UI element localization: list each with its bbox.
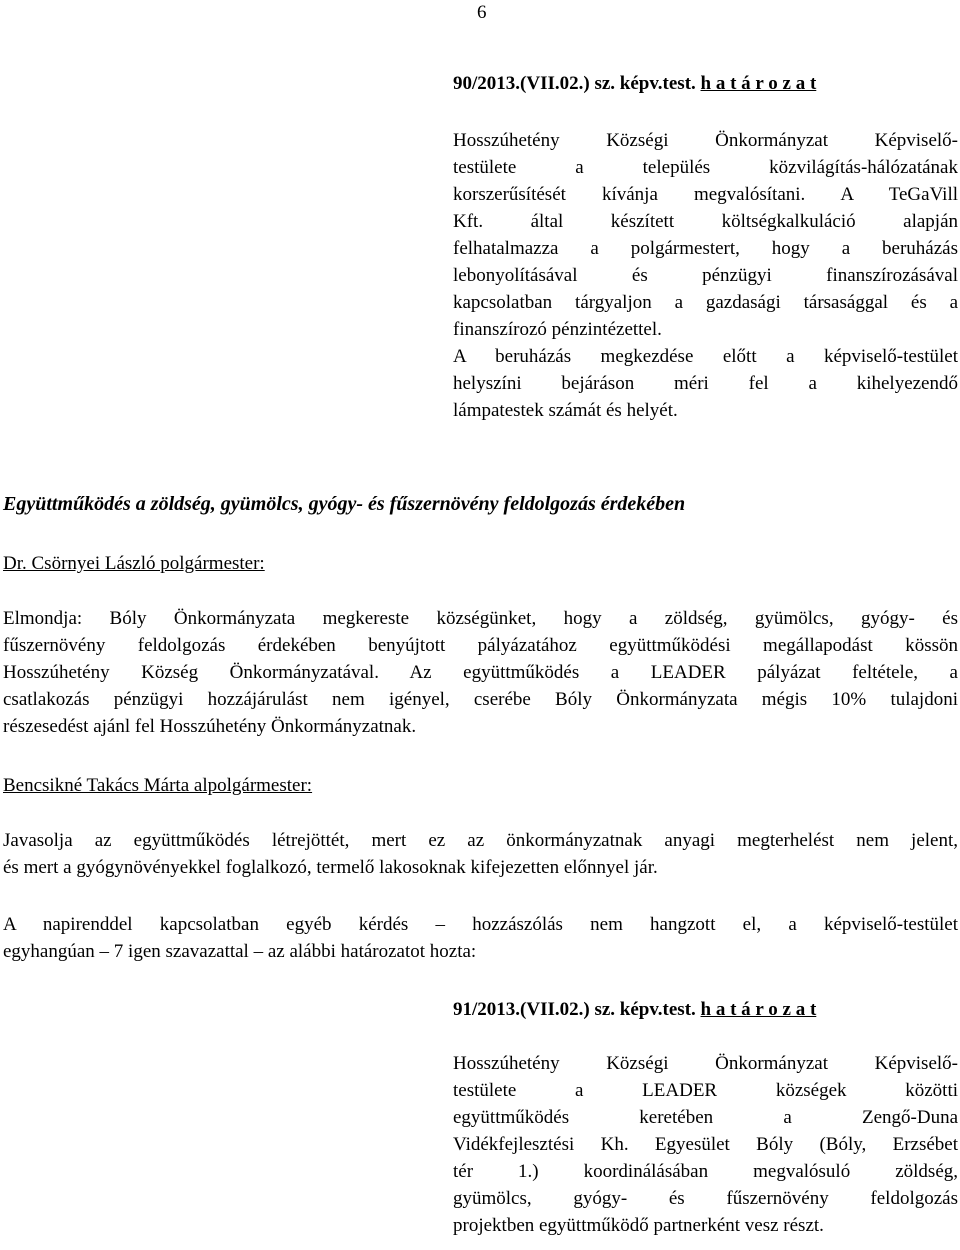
speaker-2-text: [3, 827, 958, 881]
speaker-1-name: Dr. Csörnyei László polgármester:: [3, 553, 265, 574]
resolution-2-line: Vidékfejlesztési Kh. Egyesület Bóly (Bóly, Erzsébet: [453, 1134, 958, 1155]
speech-1-line: Elmondja: Bóly Önkormányzata megkereste községünket, hogy a zöldség, gyümölcs, gyógy- és: [3, 608, 958, 629]
resolution-1-line: Kft. által készített költségkalkuláció alapján: [453, 211, 958, 232]
resolution-2-body: [453, 1050, 958, 1239]
resolution-1-line: testülete a település közvilágítás-hálózatának: [453, 157, 958, 178]
vote-line: egyhangúan – 7 igen szavazattal – az alábbi határozatot hozta:: [3, 941, 477, 962]
speech-2-line: Javasolja az együttműködés létrejöttét, mert ez az önkormányzatnak anyagi megterhelést nem jelent,: [3, 830, 958, 851]
resolution-1-header: [453, 70, 913, 97]
resolution-2-line: projektben együttműködő partnerként vesz részt.: [453, 1215, 824, 1236]
resolution-1-line: Hosszúhetény Községi Önkormányzat Képviselő-: [453, 130, 958, 151]
resolution-1-line: helyszíni bejáráson méri fel a kihelyezendő: [453, 373, 958, 394]
resolution-2-id: 91/2013.(VII.02.) sz. képv.test.: [453, 999, 696, 1020]
resolution-2-type: h a t á r o z a t: [700, 999, 817, 1020]
speaker-1-text: [3, 605, 958, 740]
vote-line: A napirenddel kapcsolatban egyéb kérdés – hozzászólás nem hangzott el, a képviselő-testület: [3, 914, 958, 935]
resolution-2-line: gyümölcs, gyógy- és fűszernövény feldolgozás: [453, 1188, 958, 1209]
resolution-1-body: [453, 127, 958, 424]
vote-paragraph: [3, 911, 958, 965]
speech-1-line: csatlakozás pénzügyi hozzájárulást nem igényel, cserébe Bóly Önkormányzata mégis 10% tulajdoni: [3, 689, 958, 710]
resolution-2-line: testülete a LEADER községek közötti: [453, 1080, 958, 1101]
resolution-1-line: finanszírozó pénzintézettel.: [453, 319, 662, 340]
resolution-2-header: [453, 996, 913, 1023]
resolution-1-line: lebonyolításával és pénzügyi finanszírozásával: [453, 265, 958, 286]
resolution-1-line: kapcsolatban tárgyaljon a gazdasági társasággal és a: [453, 292, 958, 313]
resolution-1-line: A beruházás megkezdése előtt a képviselő-testület: [453, 346, 958, 367]
resolution-1-type: h a t á r o z a t: [700, 73, 817, 94]
resolution-2-line: Hosszúhetény Községi Önkormányzat Képviselő-: [453, 1053, 958, 1074]
resolution-2-line: együttműködés keretében a Zengő-Duna: [453, 1107, 958, 1128]
resolution-1-line: lámpatestek számát és helyét.: [453, 400, 678, 421]
speech-1-line: részesedést ajánl fel Hosszúhetény Önkormányzatnak.: [3, 716, 417, 737]
page-number: 6: [477, 2, 487, 23]
resolution-2-line: tér 1.) koordinálásában megvalósuló zöldség,: [453, 1161, 958, 1182]
resolution-1-line: korszerűsítését kívánja megvalósítani. A TeGaVill: [453, 184, 958, 205]
speaker-2-name: Bencsikné Takács Márta alpolgármester:: [3, 775, 313, 796]
section-heading: Együttműködés a zöldség, gyümölcs, gyógy- és fűszernövény feldolgozás érdekében: [3, 493, 686, 515]
speech-2-line: és mert a gyógynövényekkel foglalkozó, termelő lakosoknak kifejezetten előnnyel jár.: [3, 857, 658, 878]
speech-1-line: fűszernövény feldolgozás érdekében benyújtott pályázatához együttműködési megállapodást kössön: [3, 635, 958, 656]
speech-1-line: Hosszúhetény Község Önkormányzatával. Az együttműködés a LEADER pályázat feltétele, a: [3, 662, 958, 683]
resolution-1-line: felhatalmazza a polgármestert, hogy a beruházás: [453, 238, 958, 259]
resolution-1-id: 90/2013.(VII.02.) sz. képv.test.: [453, 73, 696, 94]
